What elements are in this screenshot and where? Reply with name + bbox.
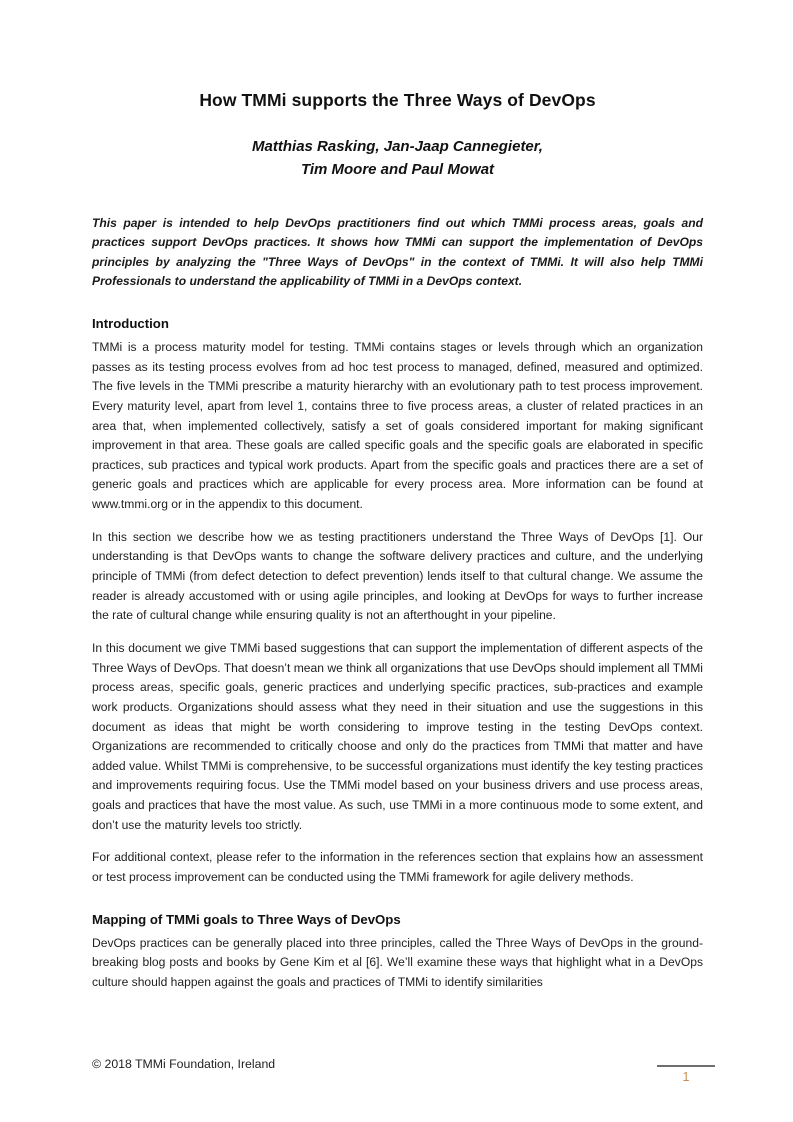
page-number: 1 — [682, 1070, 690, 1084]
introduction-paragraph-2: In this section we describe how we as testing practitioners understand the Three Ways of DevOps [1]. Our understanding is that DevOps wants to change the software delivery practices and culture, and the underlying principle of TMMi (from defect detection to defect prevention) lends itself to that cultural change. We assume the reader is already accustomed with or using agile principles, and looking at DevOps for ways to further increase the rate of cultural change while ensuring quality is not an afterthought in your pipeline. — [92, 529, 703, 623]
section-heading-introduction: Introduction — [92, 315, 169, 331]
page-footer — [92, 1056, 703, 1087]
page-title: How TMMi supports the Three Ways of DevOps — [199, 90, 596, 110]
introduction-paragraph-3: In this document we give TMMi based suggestions that can support the implementation of different aspects of the Three Ways of DevOps. That doesn’t mean we think all organizations that use DevOps should implement all TMMi process areas, specific goals, generic practices and underlying specific practices, sub-practices and example work products. Organizations should assess what they need in their situation and use the suggestions in this document as ideas that might be worth considering to improve testing in the testing DevOps context. Organizations are recommended to critically choose and only do the practices from TMMi that matter and have added value. Whilst TMMi is comprehensive, to be successful organizations must identify the key testing practices and improvements requiring focus. Use the TMMi model based on your business drivers and use process areas, goals and practices that have the most value. As such, use TMMi in a more continuous mode to some extent, and don’t use the maturity levels too strictly. — [92, 640, 703, 832]
page-number-block — [651, 1056, 721, 1087]
introduction-paragraph-4: For additional context, please refer to the information in the references section that explains how an assessment or test process improvement can be conducted using the TMMi framework for agile delivery methods. — [92, 850, 703, 884]
author-line-1: Matthias Rasking, Jan-Jaap Cannegieter, — [252, 138, 543, 155]
section-heading-mapping: Mapping of TMMi goals to Three Ways of DevOps — [92, 911, 401, 927]
author-list — [92, 111, 703, 182]
copyright-notice: © 2018 TMMi Foundation, Ireland — [92, 1057, 276, 1071]
author-line-2: Tim Moore and Paul Mowat — [300, 161, 495, 179]
page-content — [92, 0, 703, 993]
mapping-paragraph-1: DevOps practices can be generally placed into three principles, called the Three Ways of DevOps in the ground-breaking blog posts and books by Gene Kim et al [6]. We’ll examine these ways that highlight what in a DevOps culture should happen against the goals and practices of TMMi to identify similarities — [92, 935, 703, 990]
introduction-paragraph-1: TMMi is a process maturity model for testing. TMMi contains stages or levels through which an organization passes as its testing process evolves from ad hoc test process to managed, defined, measured and optimized. The five levels in the TMMi prescribe a maturity hierarchy with an evolutionary path to test process improvement. Every maturity level, apart from level 1, contains three to five process areas, a cluster of related practices in an area that, when implemented collectively, satisfy a set of goals considered important for making significant improvement in that area. These goals are called specific goals and the specific goals are elaborated in specific practices, sub practices and typical work products. Apart from the specific goals and practices there are a set of generic goals and practices which are applicable for every process area. More information can be found at www.tmmi.org or in the appendix to this document. — [92, 339, 703, 512]
abstract-paragraph: This paper is intended to help DevOps practitioners find out which TMMi process areas, goals and practices support DevOps practices. It shows how TMMi can support the implementation of DevOps principles by analyzing the "Three Ways of DevOps" in the context of TMMi. It will also help TMMi Professionals to understand the applicability of TMMi in a DevOps context. — [92, 215, 703, 289]
